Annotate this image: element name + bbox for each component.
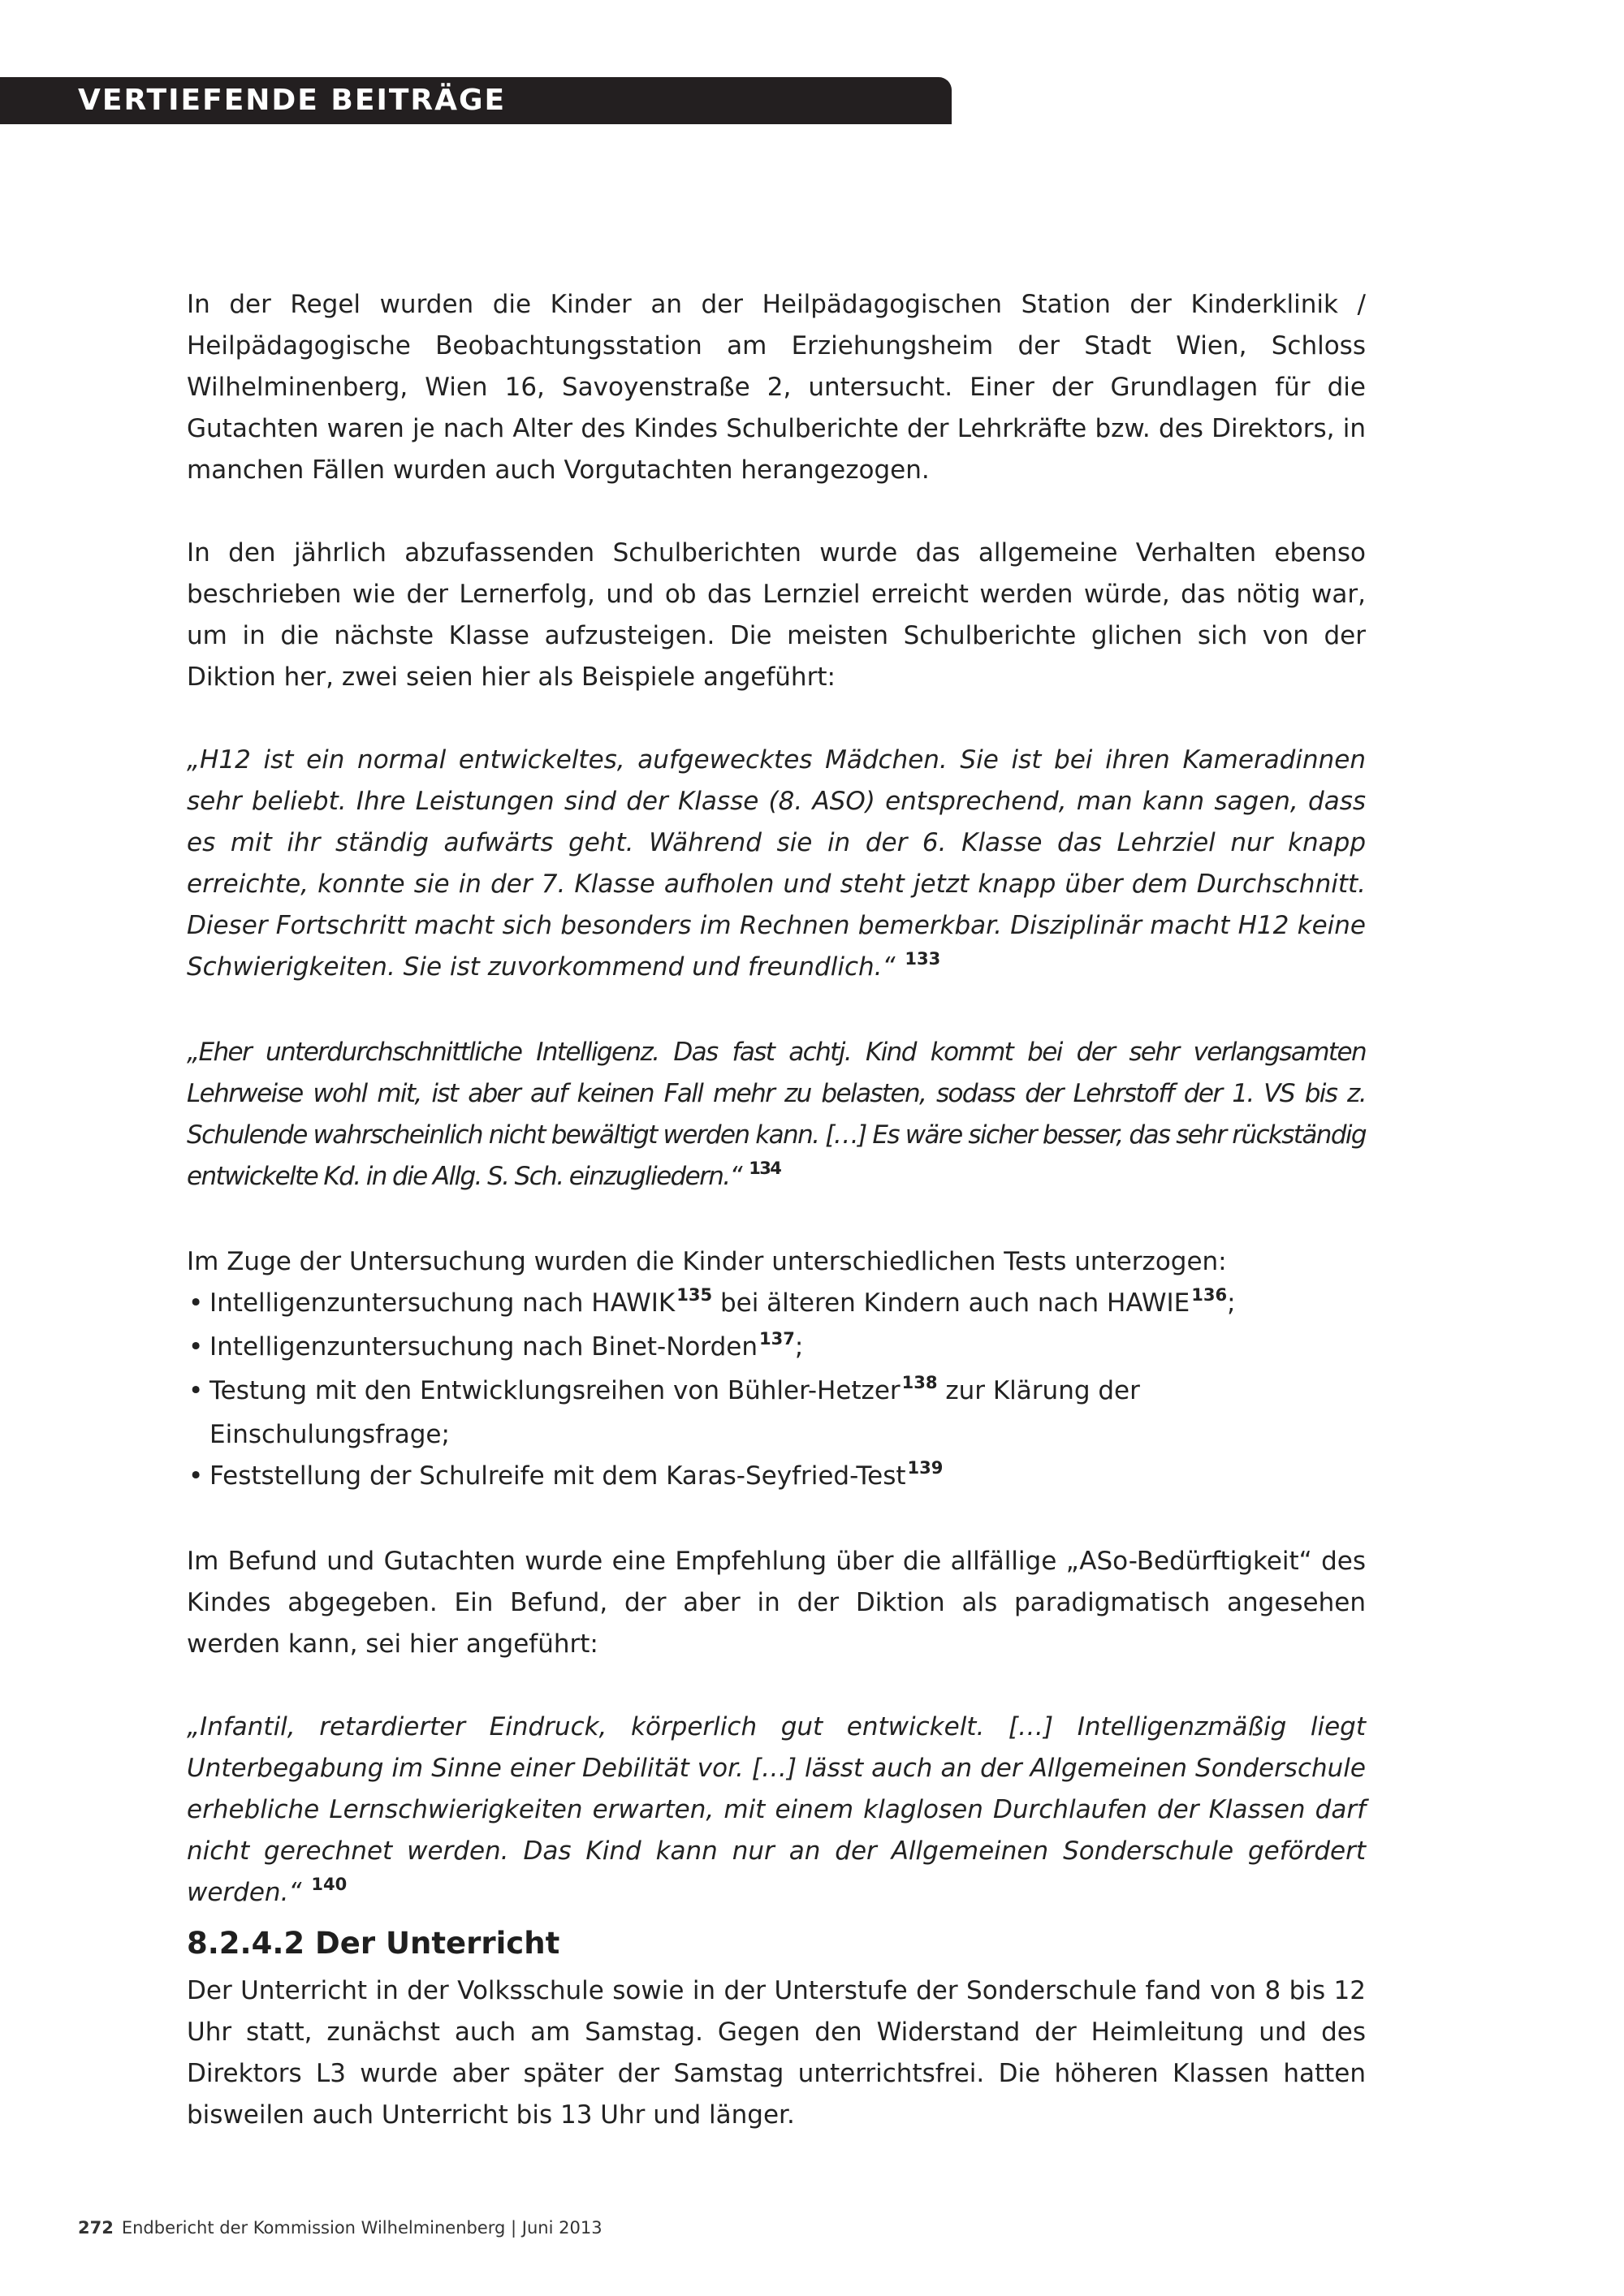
quote-text: „Eher unterdurchschnittliche Intelligenz. Das fast achtj. Kind kommt bei der sehr verlangsamten Lehrweise wohl mit, ist aber auf keinen Fall mehr zu belasten, sodass der Lehrstoff der 1. VS bis z. Schulende wahrscheinlich nicht bewältigt werden kann. […] Es wäre sicher besser, das sehr rückständig entwickelte Kd. in die Allg. S. Sch. einzugliedern.“ [187,1038,1366,1191]
footnote-ref: 138 [901,1373,938,1392]
quote-text: „H12 ist ein normal entwickeltes, aufgewecktes Mädchen. Sie ist bei ihren Kameradinnen sehr beliebt. Ihre Leistungen sind der Klasse (8. ASO) entsprechend, man kann sagen, dass es mit ihr ständig aufwärts geht. Während sie in der 6. Klasse das Lehrziel nur knapp erreichte, konnte sie in der 7. Klasse aufholen und steht jetzt knapp über dem Durchschnitt. Dieser Fortschritt macht sich besonders im Rechnen bemerkbar. Disziplinär macht H12 keine Schwierigkeiten. Sie ist zuvorkommend und freundlich.“ [187,745,1366,982]
footnote-ref: 134 [749,1159,781,1178]
footnote-ref: 137 [759,1329,795,1349]
list-item-text: ; [794,1332,804,1362]
list-item-text: Intelligenzuntersuchung nach Binet-Norden [209,1332,758,1362]
section-header-bar [0,77,952,124]
list-item-text: Feststellung der Schulreife mit dem Karas-Seyfried-Test [209,1461,906,1491]
footnote-ref: 133 [905,949,941,969]
list-item [187,1283,1366,1327]
paragraph-examination: In der Regel wurden die Kinder an der Heilpädagogischen Station der Kinderklinik / Heilpädagogische Beobachtungsstation am Erziehungsheim der Stadt Wien, Schloss Wilhelminenberg, Wien 16, Savoyenstraße 2, untersucht. Einer der Grundlagen für die Gutachten waren je nach Alter des Kindes Schulberichte der Lehrkräfte bzw. des Direktors, in manchen Fällen wurden auch Vorgutachten herangezogen. [187,290,1366,485]
quote-school-report-1 [187,740,1366,990]
footnote-ref: 135 [676,1285,713,1305]
tests-list [187,1283,1366,1500]
paragraph-lessons: Der Unterricht in der Volksschule sowie in der Unterstufe der Sonderschule fand von 8 bis 12 Uhr statt, zunächst auch am Samstag. Gegen den Widerstand der Heimleitung und des Direktors L3 wurde aber später der Samstag unterrichtsfrei. Die höheren Klassen hatten bisweilen auch Unterricht bis 13 Uhr und länger. [187,1976,1366,2130]
footer-text: Endbericht der Kommission Wilhelminenberg | Juni 2013 [121,2218,603,2238]
list-item-text: zur Klärung der Einschulungsfrage; [209,1376,1140,1449]
quote-school-report-2 [187,1032,1366,1200]
quote-findings [187,1707,1366,1916]
footnote-ref: 136 [1191,1285,1228,1305]
page-number: 272 [78,2218,114,2238]
section-header-title: VERTIEFENDE BEITRÄGE [78,84,507,117]
quote-text: „Infantil, retardierter Eindruck, körperlich gut entwickelt. […] Intelligenzmäßig liegt Unterbegabung im Sinne einer Debilität vor. […] lässt auch an der Allgemeinen Sonderschule erhebliche Lernschwierigkeiten erwarten, mit einem klaglosen Durchlaufen der Klassen darf nicht gerechnet werden. Das Kind kann nur an der Allgemeinen Sonderschule gefördert werden.“ [187,1712,1366,1907]
list-item [187,1327,1366,1370]
main-content [187,284,1366,2136]
list-item-text: bei älteren Kindern auch nach HAWIE [712,1288,1190,1318]
list-item [187,1370,1366,1456]
paragraph-tests-intro: Im Zuge der Untersuchung wurden die Kinder unterschiedlichen Tests unterzogen: [187,1247,1227,1276]
list-item-text: Intelligenzuntersuchung nach HAWIK [209,1288,676,1318]
section-heading: 8.2.4.2 Der Unterricht [187,1926,560,1961]
footnote-ref: 139 [907,1458,944,1478]
page-footer [78,2218,603,2238]
paragraph-findings: Im Befund und Gutachten wurde eine Empfehlung über die allfällige „ASo-Bedürftigkeit“ des Kindes abgegeben. Ein Befund, der aber in der Diktion als paradigmatisch angesehen werden kann, sei hier angeführt: [187,1547,1366,1659]
list-item [187,1456,1366,1500]
list-item-text: ; [1227,1288,1236,1318]
footnote-ref: 140 [311,1875,348,1894]
list-item-text: Testung mit den Entwicklungsreihen von Bühler-Hetzer [209,1376,901,1405]
paragraph-school-reports: In den jährlich abzufassenden Schulberichten wurde das allgemeine Verhalten ebenso beschrieben wie der Lernerfolg, und ob das Lernziel erreicht werden würde, das nötig war, um in die nächste Klasse aufzusteigen. Die meisten Schulberichte glichen sich von der Diktion her, zwei seien hier als Beispiele angeführt: [187,538,1366,692]
